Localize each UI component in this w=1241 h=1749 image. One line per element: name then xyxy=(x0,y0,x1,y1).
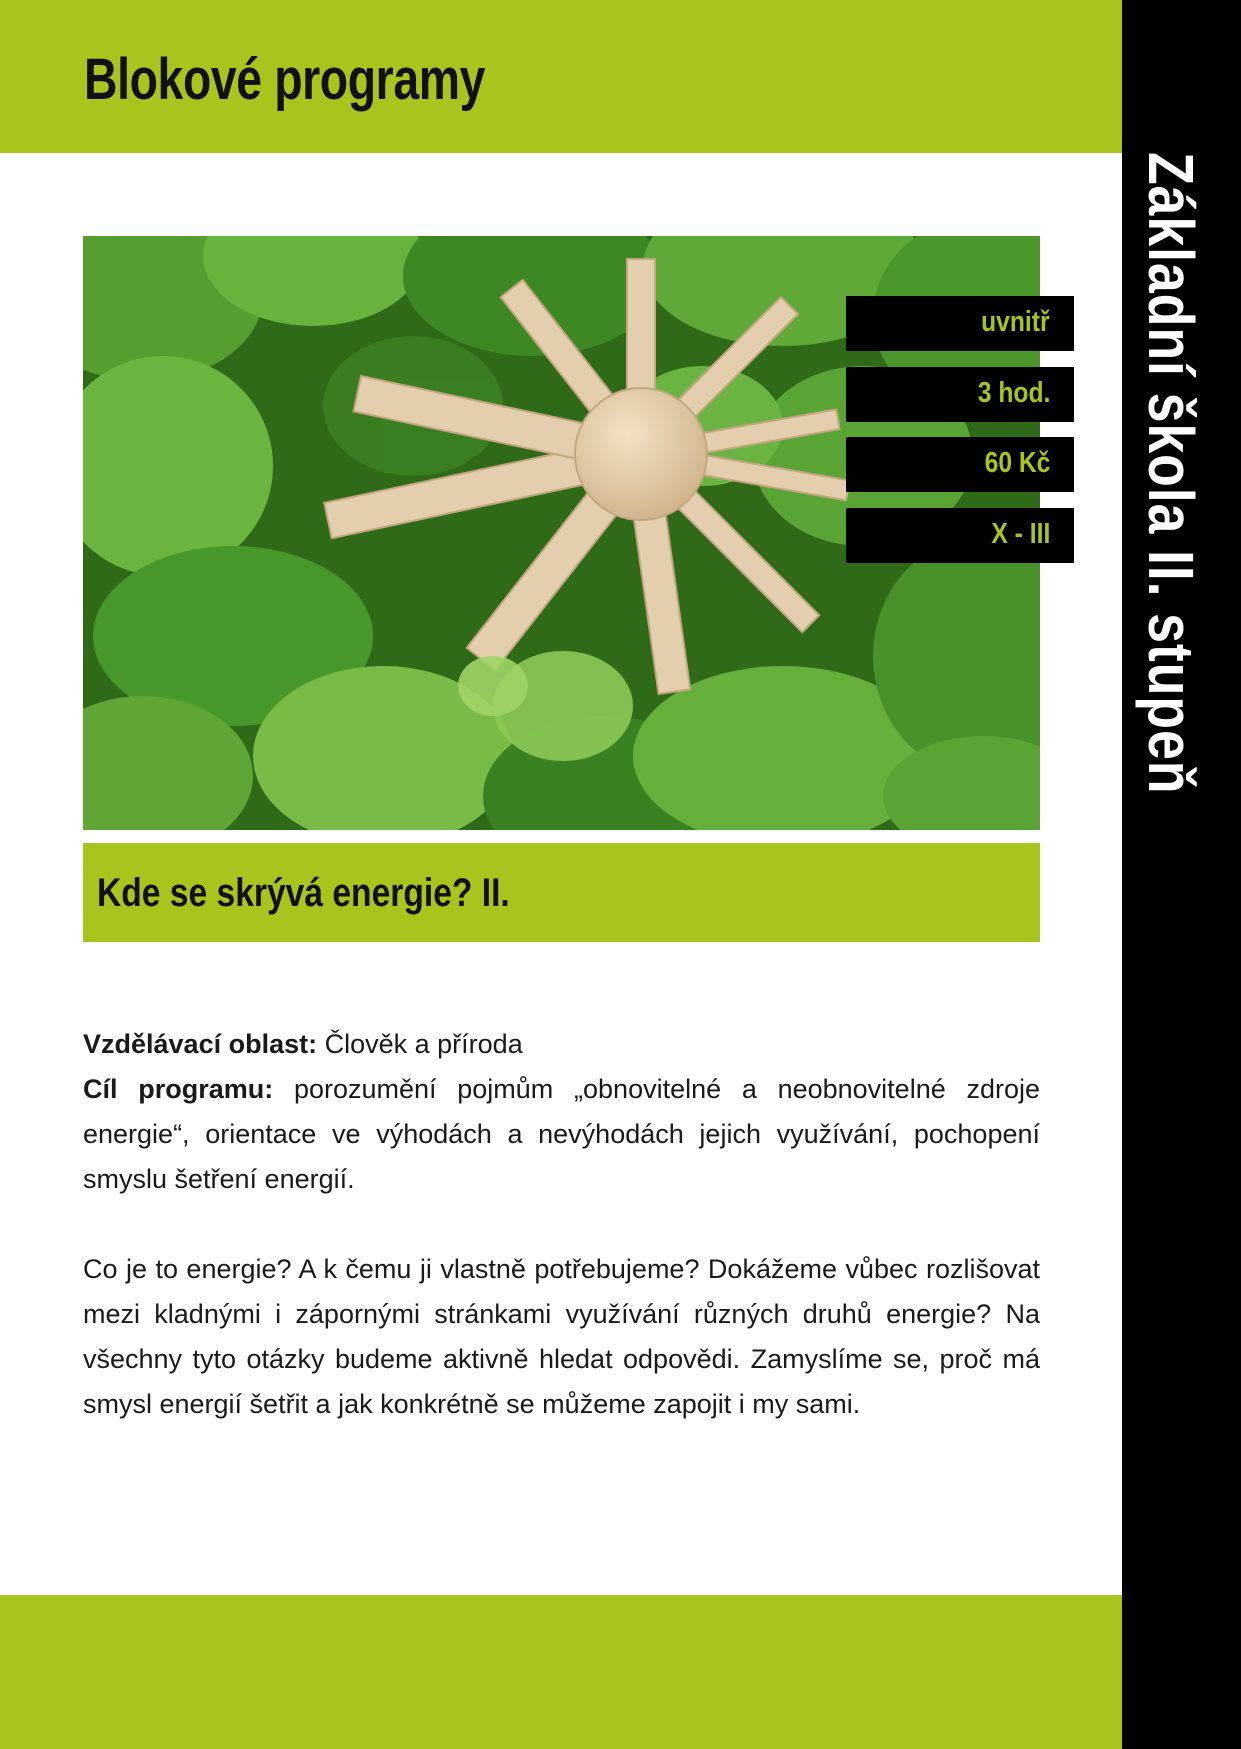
badge-duration: 3 hod. xyxy=(846,367,1074,422)
program-description xyxy=(83,1022,1040,1427)
page-title: Blokové programy xyxy=(84,47,486,112)
header-band xyxy=(0,0,1122,153)
goal-line xyxy=(83,1067,1040,1202)
program-title-band xyxy=(83,843,1040,942)
badge-location: uvnitř xyxy=(846,296,1074,351)
description-paragraph: Co je to energie? A k čemu ji vlastně potřebujeme? Dokážeme vůbec rozlišovat mezi kladnými i zápornými stránkami využívání různých druhů energie? Na všechny tyto otázky budeme aktivně hledat odpovědi. Zamyslíme se, proč má smysl energií šetřit a jak konkrétně se můžeme zapojit i my sami. xyxy=(83,1254,1040,1419)
badge-price: 60 Kč xyxy=(846,437,1074,492)
area-value: Člověk a příroda xyxy=(324,1029,523,1059)
program-title: Kde se skrývá energie? II. xyxy=(97,871,510,915)
footer-band xyxy=(0,1595,1122,1749)
side-title: Základní škola II. stupeň xyxy=(1135,152,1207,795)
area-label: Vzdělávací oblast: xyxy=(83,1029,318,1059)
goal-value: porozumění pojmům „obnovitelné a neobnovitelné zdroje energie“, orientace ve výhodách a nevýhodách jejich využívání, pochopení smyslu šetření energií. xyxy=(83,1074,1040,1194)
area-line xyxy=(83,1022,1040,1067)
badge-grades: X - III xyxy=(846,508,1074,563)
goal-label: Cíl programu: xyxy=(83,1074,274,1104)
